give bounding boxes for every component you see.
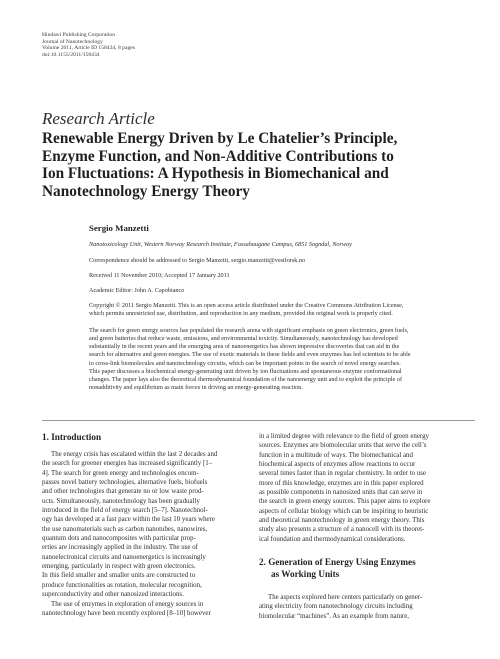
article-type: Research Article bbox=[42, 109, 155, 128]
body-line: erties are increasingly applied in the industry. The use of bbox=[42, 544, 198, 552]
title-line: Enzyme Function, and Non-Additive Contributions to bbox=[42, 147, 394, 165]
body-line: study also presents a structure of a nanocell with its theoret- bbox=[259, 526, 425, 534]
body-line: quantum dots and nanocomposites with particular prop- bbox=[42, 535, 196, 543]
received-dates: Received 11 November 2010; Accepted 17 January 2011 bbox=[89, 272, 230, 279]
section-divider bbox=[42, 420, 475, 421]
body-line: in a limited degree with relevance to the field of green energy bbox=[259, 433, 429, 440]
copyright-notice bbox=[89, 302, 474, 318]
body-line: aspects of cellular biology which can be inspiring to heuristic bbox=[259, 507, 429, 515]
affiliation: Nanotoxicology Unit, Western Norway Research Institute, Fossahaugane Campus, 6851 Sogndal, Norway bbox=[89, 241, 352, 248]
introduction-body-continued bbox=[259, 432, 471, 544]
heading-line: 2. Generation of Energy Using Enzymes bbox=[259, 557, 416, 567]
author-name: Sergio Manzetti bbox=[89, 223, 149, 233]
body-line: emerging, particularly in respect with green electronics. bbox=[42, 563, 196, 571]
abstract-line: substantially in the recent years and the emerging area of nanoenergetics has shown impressive discoveries that can aid in the bbox=[89, 343, 400, 351]
body-line: the search in green energy sources. This paper aims to explore bbox=[259, 498, 431, 506]
abstract-line: and green batteries that reduce waste, emissions, and environmental toxicity. Simultaneously, nanotechnology has developed bbox=[89, 335, 398, 343]
body-line: and other technologies that generate no or low waste prod- bbox=[42, 488, 204, 496]
body-line: as possible components in nanosized units that can serve in bbox=[259, 489, 423, 497]
correspondence: Correspondence should be addressed to Sergio Manzetti, sergio.manzetti@vestforsk.no bbox=[89, 257, 306, 264]
doi-link[interactable]: doi:10.1155/2011/158434 bbox=[42, 51, 100, 58]
heading-line: as Working Units bbox=[271, 568, 340, 579]
abstract-line: changes. The paper lays also the theoretical thermodynamical foundation of the nanoenergy unit and to exploit the principle of bbox=[89, 375, 403, 383]
body-line: more of this knowledge, enzymes are in this paper explored bbox=[259, 479, 424, 487]
academic-editor: Academic Editor: John A. Capobianco bbox=[89, 287, 185, 294]
abstract-line: to cross-link biomolecules and nanotechnology circuits, which can be important points in the search of novel energy searches. bbox=[89, 359, 401, 367]
body-line: introduced in the field of energy search [5–7]. Nanotechnol- bbox=[42, 507, 208, 515]
section-heading-generation-of-energy bbox=[259, 557, 416, 580]
title-line: Ion Fluctuations: A Hypothesis in Biomechanical and bbox=[42, 165, 389, 183]
title-line: Renewable Energy Driven by Le Chatelier’s Principle, bbox=[42, 130, 398, 147]
body-line: ogy has developed at a fast pace within the last 10 years where bbox=[42, 516, 215, 524]
body-line: The aspects explored here centers particularly on gener- bbox=[268, 594, 423, 601]
body-line: ating electricity from nanotechnology circuits including bbox=[259, 603, 413, 611]
journal-name: Journal of Nanotechnology bbox=[42, 38, 103, 45]
abstract-line: The search for green energy sources has populated the research arena with significant emphasis on green electronics, green fuels, bbox=[89, 327, 409, 334]
body-line: ucts. Simultaneously, nanotechnology has been gradually bbox=[42, 497, 200, 505]
body-line: sources. Enzymes are biomolecular units that serve the cell’s bbox=[259, 442, 427, 450]
body-line: In this field smaller and smaller units are constructed to bbox=[42, 572, 196, 580]
body-line: the use nanomaterials such as carbon nanotubes, nanowires, bbox=[42, 525, 208, 533]
publisher: Hindawi Publishing Corporation bbox=[42, 32, 116, 38]
introduction-body bbox=[42, 450, 254, 618]
abstract-line: nonadditivity and equilibrium as main forces in driving an energy-generating reaction. bbox=[89, 384, 303, 392]
section2-body bbox=[259, 593, 471, 621]
copyright-line: which permits unrestricted use, distribution, and reproduction in any medium, provided the original work is properly cited. bbox=[89, 310, 393, 317]
title-line: Nanotechnology Energy Theory bbox=[42, 182, 250, 200]
body-line: The use of enzymes in exploration of energy sources in bbox=[51, 600, 204, 608]
volume-info: Volume 2011, Article ID 158434, 8 pages bbox=[42, 45, 135, 52]
body-line: 4]. The search for green energy and technologies encom- bbox=[42, 469, 199, 477]
body-line: The energy crisis has escalated within the last 2 decades and bbox=[51, 451, 218, 458]
copyright-line: Copyright © 2011 Sergio Manzetti. This is an open access article distributed under the Creative Commons Attribution License, bbox=[89, 302, 404, 309]
body-line: and theoretical nanotechnology in green energy theory. This bbox=[259, 517, 425, 525]
journal-meta bbox=[42, 32, 302, 58]
body-line: ical foundation and thermodynamical considerations. bbox=[259, 535, 406, 543]
body-line: produce functionalities as rotation, molecular recognition, bbox=[42, 581, 202, 589]
body-line: biochemical aspects of enzymes allow reactions to occur bbox=[259, 461, 416, 469]
paper-title bbox=[42, 130, 472, 200]
abstract-line: search for alternative and green energies. The use of exotic materials in these fields and even enzymes has led scientists to be able bbox=[89, 351, 411, 359]
abstract bbox=[89, 327, 475, 392]
body-line: nanoelectronical circuits and nanoenergetics is increasingly bbox=[42, 553, 206, 561]
body-line: superconductivity and other nanosized interactions. bbox=[42, 591, 184, 599]
body-line: passes novel battery technologies, alternative fuels, biofuels bbox=[42, 479, 208, 487]
body-line: biomolecular “machines”. As an example from nature, bbox=[259, 612, 410, 620]
section-heading-introduction: 1. Introduction bbox=[42, 432, 102, 442]
body-line: function in a multitude of ways. The biomechanical and bbox=[259, 451, 413, 459]
body-line: the search for greener energies has increased significantly [1– bbox=[42, 460, 213, 468]
abstract-line: This paper discusses a biochemical energy-generating unit driven by ion fluctuations and spontaneous enzyme conformational bbox=[89, 367, 402, 375]
body-line: nanotechnology have been recently explored [8–10] however bbox=[42, 609, 211, 617]
body-line: several times faster than in regular chemistry. In order to use bbox=[259, 470, 426, 478]
